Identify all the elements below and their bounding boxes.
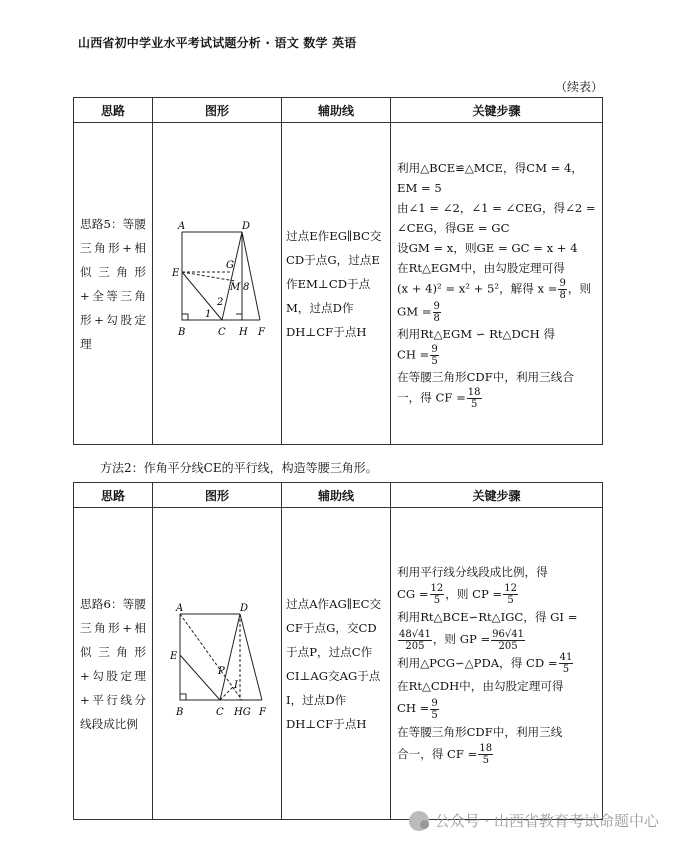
step-text: 在等腰三角形CDF中，利用三线 [397, 724, 563, 739]
fraction-num: 48√41 [399, 628, 431, 640]
fraction [433, 301, 441, 324]
point-label-m: M [230, 282, 241, 293]
step-text: 一，得 CF = [397, 390, 466, 404]
angle-label-2: 2 [217, 297, 224, 308]
aux-line-cell: 过点A作AG∥EC交CF于点G，交CD于点P，过点C作CI⊥AG交AG于点I，过点D作DH⊥CF于点H [282, 508, 391, 820]
step-line [397, 301, 596, 324]
fraction-num: 18 [467, 386, 481, 398]
step-text: CH = [397, 347, 430, 361]
col-header-idea: 思路 [74, 483, 153, 508]
fraction [467, 387, 482, 410]
point-label-c: C [216, 706, 224, 718]
point-label-b: B [178, 327, 186, 338]
geometry-figure-2 [162, 600, 272, 725]
point-label-d: D [240, 602, 249, 614]
fraction-num: 41 [559, 652, 573, 664]
table-row [74, 508, 603, 820]
col-header-aux: 辅助线 [282, 483, 391, 508]
watermark-text: 公众号 · 山西省教育考试命题中心 [434, 812, 659, 830]
fraction-den: 5 [482, 755, 489, 767]
fraction-den: 205 [498, 640, 518, 652]
point-label-hg: HG [234, 706, 251, 718]
point-label-a: A [178, 221, 186, 232]
watermark [409, 810, 659, 831]
point-label-b: B [176, 706, 184, 718]
col-header-aux: 辅助线 [282, 98, 391, 123]
step-text: CH = [397, 701, 430, 716]
step-text: 利用Rt△EGM ∽ Rt△DCH 得 [397, 326, 556, 341]
fraction-num: 9 [433, 300, 440, 312]
step-text: 在Rt△CDH中，由勾股定理可得 [397, 679, 564, 694]
solution-table-2 [73, 482, 603, 820]
fraction-den: 5 [431, 709, 438, 721]
page-header: 山西省初中学业水平考试试题分析 · 语文 数学 英语 [78, 36, 357, 50]
step-text: 在等腰三角形CDF中，利用三线合 [397, 369, 574, 384]
step-text: 利用△BCE≌△MCE，得CM = 4，EM = 5 [397, 160, 583, 195]
geometry-figure-1 [162, 217, 272, 347]
table-header-row [74, 98, 603, 123]
step-line [397, 628, 596, 652]
fraction [503, 583, 518, 606]
step-text: 由∠1 = ∠2，∠1 = ∠CEG，得∠2 = ∠CEG，得GE = GC [397, 200, 596, 235]
point-label-p: P [218, 665, 225, 677]
step-line [397, 743, 596, 767]
fraction-num: 18 [479, 743, 493, 755]
point-label-f: F [259, 706, 266, 718]
point-label-a: A [176, 602, 184, 614]
fraction [430, 583, 445, 606]
idea-cell: 思路6：等腰三角形+相似三角形+勾股定理+平行线分线段成比例 [74, 508, 153, 820]
fraction [430, 698, 438, 721]
step-text: 在Rt△EGM中，由勾股定理可得 [397, 260, 565, 275]
angle-label-1: 1 [205, 309, 212, 320]
fraction [559, 652, 574, 675]
step-text: CG = [397, 586, 429, 601]
step-text: GM = [397, 304, 432, 318]
step-text: 利用△PCG∽△PDA，得 CD = [397, 655, 558, 670]
step-line [397, 583, 596, 607]
method-2-caption: 方法2：作角平分线CE的平行线，构造等腰三角形。 [100, 461, 378, 475]
fraction [478, 743, 493, 766]
step-line [397, 387, 596, 410]
step-text: 利用平行线分线段成比例，得 [397, 564, 548, 579]
step-text: ，则 GP = [432, 632, 491, 647]
fraction-den: 8 [433, 312, 440, 324]
col-header-steps: 关键步骤 [391, 483, 603, 508]
fraction [558, 278, 566, 301]
col-header-steps: 关键步骤 [391, 98, 603, 123]
figure-cell [153, 508, 282, 820]
point-label-d: D [242, 221, 251, 232]
step-text: 利用Rt△BCE∽Rt△IGC，得 GI = [397, 610, 578, 625]
point-label-e: E [170, 650, 178, 662]
col-header-idea: 思路 [74, 98, 153, 123]
fraction-den: 5 [507, 595, 514, 607]
key-steps-cell [391, 508, 603, 820]
table-row [74, 123, 603, 445]
fraction-num: 12 [504, 583, 517, 595]
angle-label-8: 8 [243, 282, 250, 293]
fraction [491, 629, 525, 652]
step-line [397, 344, 596, 367]
fraction-den: 5 [562, 664, 570, 676]
col-header-figure: 图形 [153, 483, 282, 508]
fraction [398, 629, 432, 652]
step-line [397, 697, 596, 721]
point-label-g: G [226, 260, 234, 271]
step-line [397, 652, 596, 676]
fraction-num: 96√41 [492, 628, 524, 640]
key-steps-cell [391, 123, 603, 445]
step-text: (x + 4)² = x² + 5²，解得 x = [397, 281, 558, 295]
fraction-num: 9 [559, 277, 566, 289]
step-text: ，则 [567, 281, 592, 295]
point-label-f: F [258, 327, 265, 338]
fraction-den: 5 [470, 398, 478, 410]
fraction-den: 5 [433, 595, 441, 607]
step-text: ，则 CP = [445, 586, 503, 601]
step-line [397, 278, 596, 301]
fraction-den: 5 [431, 355, 438, 367]
point-label-i: I [234, 679, 238, 691]
point-label-c: C [218, 327, 226, 338]
fraction-num: 12 [430, 583, 444, 595]
fraction-num: 9 [431, 697, 438, 709]
fraction-num: 9 [431, 343, 438, 355]
figure-cell [153, 123, 282, 445]
aux-line-cell: 过点E作EG∥BC交CD于点G，过点E作EM⊥CD于点M，过点D作DH⊥CF于点H [282, 123, 391, 445]
fraction [430, 344, 438, 367]
point-label-h: H [239, 327, 248, 338]
table-header-row [74, 483, 603, 508]
solution-table-1 [73, 97, 603, 445]
step-text: 合一，得 CF = [397, 746, 478, 761]
continued-label: （续表） [554, 80, 603, 94]
fraction-den: 205 [405, 640, 425, 652]
fraction-den: 8 [559, 289, 566, 301]
wechat-icon [409, 811, 429, 831]
idea-cell: 思路5：等腰三角形+相似三角形+全等三角形+勾股定理 [74, 123, 153, 445]
col-header-figure: 图形 [153, 98, 282, 123]
step-text: 设GM = x，则GE = GC = x + 4 [397, 240, 578, 255]
point-label-e: E [172, 268, 180, 279]
